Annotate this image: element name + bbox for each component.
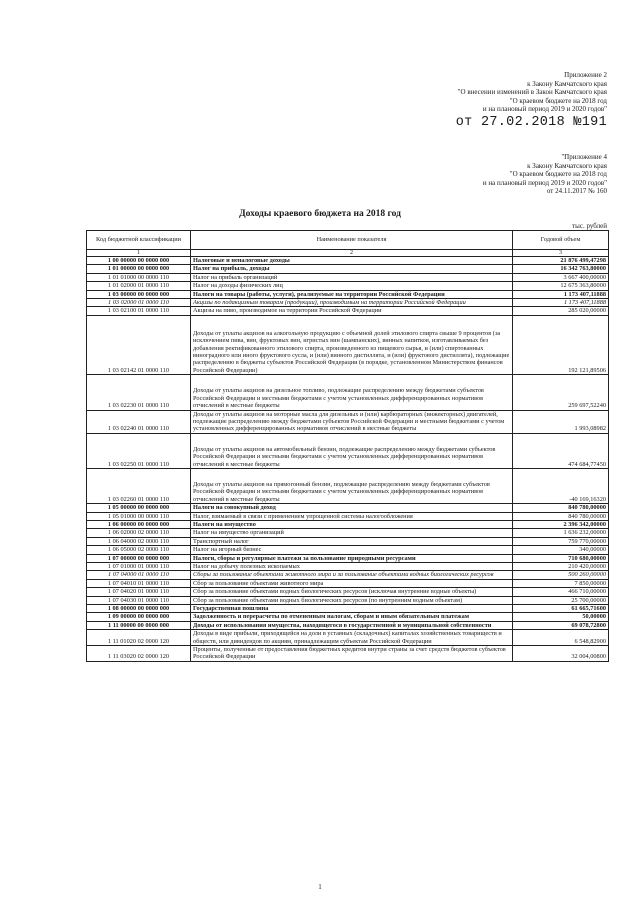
- table-row: [87, 630, 609, 646]
- indicator-name: Проценты, полученные от предоставления бюджетных кредитов внутри страны за счет средств бюджетов субъектов Российской Федерации: [191, 646, 513, 662]
- law-title-line: и на плановый период 2019 и 2020 годов": [482, 178, 607, 187]
- indicator-name: Налог на игорный бизнес: [191, 546, 513, 554]
- table-row: [87, 546, 609, 554]
- table-row: [87, 433, 609, 468]
- indicator-name: Налог, взимаемый в связи с применением упрощенной системы налогообложения: [191, 512, 513, 520]
- annual-amount: 500 260,00000: [513, 571, 609, 579]
- annual-amount: 1 993,08982: [513, 410, 609, 433]
- budget-code: 1 01 02000 01 0000 110: [87, 282, 191, 290]
- budget-code: 1 06 05000 02 0000 110: [87, 546, 191, 554]
- indicator-name: Налоги на совокупный доход: [191, 504, 513, 512]
- law-title-line: "О краевом бюджете на 2018 год: [509, 96, 607, 105]
- table-row: [87, 613, 609, 621]
- annual-amount: 61 665,71600: [513, 605, 609, 613]
- annual-amount: -40 169,16320: [513, 468, 609, 503]
- annual-amount: 192 121,89506: [513, 315, 609, 374]
- annual-amount: 1 636 232,00000: [513, 529, 609, 537]
- budget-code: 1 06 02000 02 0000 110: [87, 529, 191, 537]
- indicator-name: Налоговые и неналоговые доходы: [191, 257, 513, 265]
- column-number: 2: [191, 250, 513, 257]
- column-header-name: Наименование показателя: [191, 231, 513, 250]
- appendix-label: "Приложение 4: [561, 153, 607, 161]
- table-row: [87, 504, 609, 512]
- indicator-name: Доходы от уплаты акцизов на прямогонный бензин, подлежащие распределению между бюджетами субъектов Российской Федерации и местными бюджетами с учетом установленных дифференцированных нормативов отчислений в местные бюджеты: [191, 468, 513, 503]
- budget-code: 1 03 02260 01 0000 110: [87, 468, 191, 503]
- table-row: [87, 520, 609, 528]
- table-row: [87, 315, 609, 374]
- budget-code: 1 01 01000 00 0000 110: [87, 273, 191, 281]
- table-row: [87, 579, 609, 587]
- budget-code: 1 11 03020 02 0000 120: [87, 646, 191, 662]
- budget-code: 1 00 00000 00 0000 000: [87, 257, 191, 265]
- indicator-name: Задолженность и перерасчеты по отмененным налогам, сборам и иным обязательным платежам: [191, 613, 513, 621]
- indicator-name: Налог на доходы физических лиц: [191, 282, 513, 290]
- units-label: тыс. рублей: [572, 222, 607, 230]
- indicator-name: Налог на прибыль организаций: [191, 273, 513, 281]
- law-reference-header: [456, 71, 607, 130]
- law-date-number: от 24.11.2017 № 160: [546, 187, 607, 196]
- table-row: [87, 554, 609, 562]
- budget-code: 1 03 02240 01 0000 110: [87, 410, 191, 433]
- indicator-name: Налоги на товары (работы, услуги), реализуемые на территории Российской Федерации: [191, 290, 513, 298]
- annual-amount: 840 780,00000: [513, 512, 609, 520]
- annual-amount: 210 420,00000: [513, 563, 609, 571]
- indicator-name: Сбор за пользование объектами животного мира: [191, 579, 513, 587]
- table-row: [87, 646, 609, 662]
- budget-code: 1 07 04010 01 0000 110: [87, 579, 191, 587]
- budget-code: 1 11 01020 02 0000 120: [87, 630, 191, 646]
- annual-amount: 474 684,77450: [513, 433, 609, 468]
- annual-amount: 759 770,00000: [513, 537, 609, 545]
- table-row: [87, 529, 609, 537]
- revenue-table: [86, 230, 609, 662]
- budget-code: 1 03 00000 00 0000 000: [87, 290, 191, 298]
- indicator-name: Сбор за пользование объектами водных биологических ресурсов (исключая внутренние водные объекты): [191, 588, 513, 596]
- annual-amount: 16 342 763,80000: [513, 265, 609, 273]
- annual-amount: 1 173 407,11888: [513, 299, 609, 307]
- table-row: [87, 257, 609, 265]
- table-row: [87, 588, 609, 596]
- budget-code: 1 01 00000 00 0000 000: [87, 265, 191, 273]
- table-row: [87, 596, 609, 604]
- table-row: [87, 468, 609, 503]
- budget-code: 1 03 02100 01 0000 110: [87, 307, 191, 315]
- table-row: [87, 621, 609, 629]
- table-row: [87, 563, 609, 571]
- budget-code: 1 11 00000 00 0000 000: [87, 621, 191, 629]
- indicator-name: Налоги на имущество: [191, 520, 513, 528]
- law-reference-line: к Закону Камчатского края: [527, 161, 607, 170]
- indicator-name: Государственная пошлина: [191, 605, 513, 613]
- budget-code: 1 07 01000 01 0000 110: [87, 563, 191, 571]
- table-row: [87, 571, 609, 579]
- annual-amount: 6 548,82900: [513, 630, 609, 646]
- indicator-name: Налог на прибыль, доходы: [191, 265, 513, 273]
- indicator-name: Налог на имущество организаций: [191, 529, 513, 537]
- budget-code: 1 03 02230 01 0000 110: [87, 375, 191, 410]
- indicator-name: Акцизы на пиво, производимое на территории Российской Федерации: [191, 307, 513, 315]
- law-title-line: "О внесении изменений в Закон Камчатского края: [457, 88, 607, 97]
- indicator-name: Доходы от уплаты акцизов на дизельное топливо, подлежащие распределению между бюджетами субъектов Российской Федерации и местными бюджетами с учетом установленных дифференцированных нормативов отчислений в местные бюджеты: [191, 375, 513, 410]
- budget-code: 1 06 04000 02 0000 110: [87, 537, 191, 545]
- table-row: [87, 290, 609, 298]
- law-reference-line: к Закону Камчатского края: [527, 79, 607, 88]
- column-header-code: Код бюджетной классификации: [87, 231, 191, 250]
- table-row: [87, 265, 609, 273]
- law-title-line: и на плановый период 2019 и 2020 годов": [482, 105, 607, 114]
- annual-amount: 32 004,00800: [513, 646, 609, 662]
- budget-code: 1 08 00000 00 0000 000: [87, 605, 191, 613]
- table-row: [87, 273, 609, 281]
- appendix-label: Приложение 2: [564, 71, 607, 79]
- annual-amount: 21 876 499,47298: [513, 257, 609, 265]
- table-row: [87, 282, 609, 290]
- annual-amount: 12 675 363,80000: [513, 282, 609, 290]
- law-title-line: "О краевом бюджете на 2018 год: [509, 170, 607, 179]
- annual-amount: 1 173 407,11888: [513, 290, 609, 298]
- indicator-name: Доходы в виде прибыли, приходящейся на доли в уставных (складочных) капиталах хозяйственных товариществ и обществ, или дивидендов по акциям, принадлежащим субъектам Российской Федерации: [191, 630, 513, 646]
- indicator-name: Акцизы по подакцизным товарам (продукции), производимым на территории Российской Федерации: [191, 299, 513, 307]
- indicator-name: Доходы от уплаты акцизов на алкогольную продукцию с объемной долей этилового спирта свыше 9 процентов (за исключением пива, вин, фруктовых вин, игристых вин (шампанских), винных напитков, изготавливаемых без добавления ректификованного этилового спирта, произведенного из пищевого сырья, и (или) спиртованных виноградного или иного фруктового сусла, и (или) винного дистиллята, и (или) фруктового дистиллята), подлежащие распределению в бюджеты субъектов Российской Федерации (в порядке, установленном Министерством финансов Российской Федерации): [191, 315, 513, 374]
- table-row: [87, 307, 609, 315]
- annual-amount: 285 020,00000: [513, 307, 609, 315]
- budget-code: 1 05 01000 00 0000 110: [87, 512, 191, 520]
- indicator-name: Доходы от уплаты акцизов на автомобильный бензин, подлежащие распределению между бюджетами субъектов Российской Федерации и местными бюджетами с учетом установленных дифференцированных нормативов отчислений в местные бюджеты: [191, 433, 513, 468]
- annual-amount: 25 700,00000: [513, 596, 609, 604]
- budget-code: 1 06 00000 00 0000 000: [87, 520, 191, 528]
- indicator-name: Налоги, сборы и регулярные платежи за пользование природными ресурсами: [191, 554, 513, 562]
- column-number: 1: [87, 250, 191, 257]
- original-appendix-header: [483, 153, 607, 196]
- annual-amount: 710 680,00000: [513, 554, 609, 562]
- budget-code: 1 07 00000 00 0000 000: [87, 554, 191, 562]
- budget-code: 1 07 04020 01 0000 110: [87, 588, 191, 596]
- indicator-name: Сбор за пользование объектами водных биологических ресурсов (по внутренним водным объектам): [191, 596, 513, 604]
- annual-amount: 7 850,00000: [513, 579, 609, 587]
- annual-amount: 840 780,00000: [513, 504, 609, 512]
- handwritten-date-number: от 27.02.2018 №191: [455, 114, 607, 130]
- indicator-name: Транспортный налог: [191, 537, 513, 545]
- budget-code: 1 09 00000 00 0000 000: [87, 613, 191, 621]
- table-row: [87, 375, 609, 410]
- indicator-name: Налог на добычу полезных ископаемых: [191, 563, 513, 571]
- annual-amount: 69 078,72800: [513, 621, 609, 629]
- table-row: [87, 605, 609, 613]
- table-row: [87, 410, 609, 433]
- budget-code: 1 07 04030 01 0000 110: [87, 596, 191, 604]
- budget-code: 1 03 02142 01 0000 110: [87, 315, 191, 374]
- budget-code: 1 07 04000 01 0000 110: [87, 571, 191, 579]
- document-title: Доходы краевого бюджета на 2018 год: [239, 209, 401, 219]
- annual-amount: 340,00000: [513, 546, 609, 554]
- annual-amount: 466 710,00000: [513, 588, 609, 596]
- column-header-amount: Годовой объем: [513, 231, 609, 250]
- indicator-name: Доходы от уплаты акцизов на моторные масла для дизельных и (или) карбюраторных (инжекторных) двигателей, подлежащие распределению между бюджетами субъектов Российской Федерации и местными бюджетами с учетом установленных дифференцированных нормативов отчислений в местные бюджеты: [191, 410, 513, 433]
- indicator-name: Доходы от использования имущества, находящегося в государственной и муниципальной собственности: [191, 621, 513, 629]
- indicator-name: Сборы за пользование объектами животного мира и за пользование объектами водных биологических ресурсов: [191, 571, 513, 579]
- annual-amount: 3 667 400,00000: [513, 273, 609, 281]
- annual-amount: 2 396 342,00000: [513, 520, 609, 528]
- table-row: [87, 512, 609, 520]
- budget-code: 1 03 02250 01 0000 110: [87, 433, 191, 468]
- annual-amount: 259 697,52240: [513, 375, 609, 410]
- table-row: [87, 299, 609, 307]
- annual-amount: 50,00000: [513, 613, 609, 621]
- budget-code: 1 03 02000 01 0000 110: [87, 299, 191, 307]
- budget-code: 1 05 00000 00 0000 000: [87, 504, 191, 512]
- column-number: 3: [513, 250, 609, 257]
- page-number: 1: [318, 883, 322, 891]
- table-row: [87, 537, 609, 545]
